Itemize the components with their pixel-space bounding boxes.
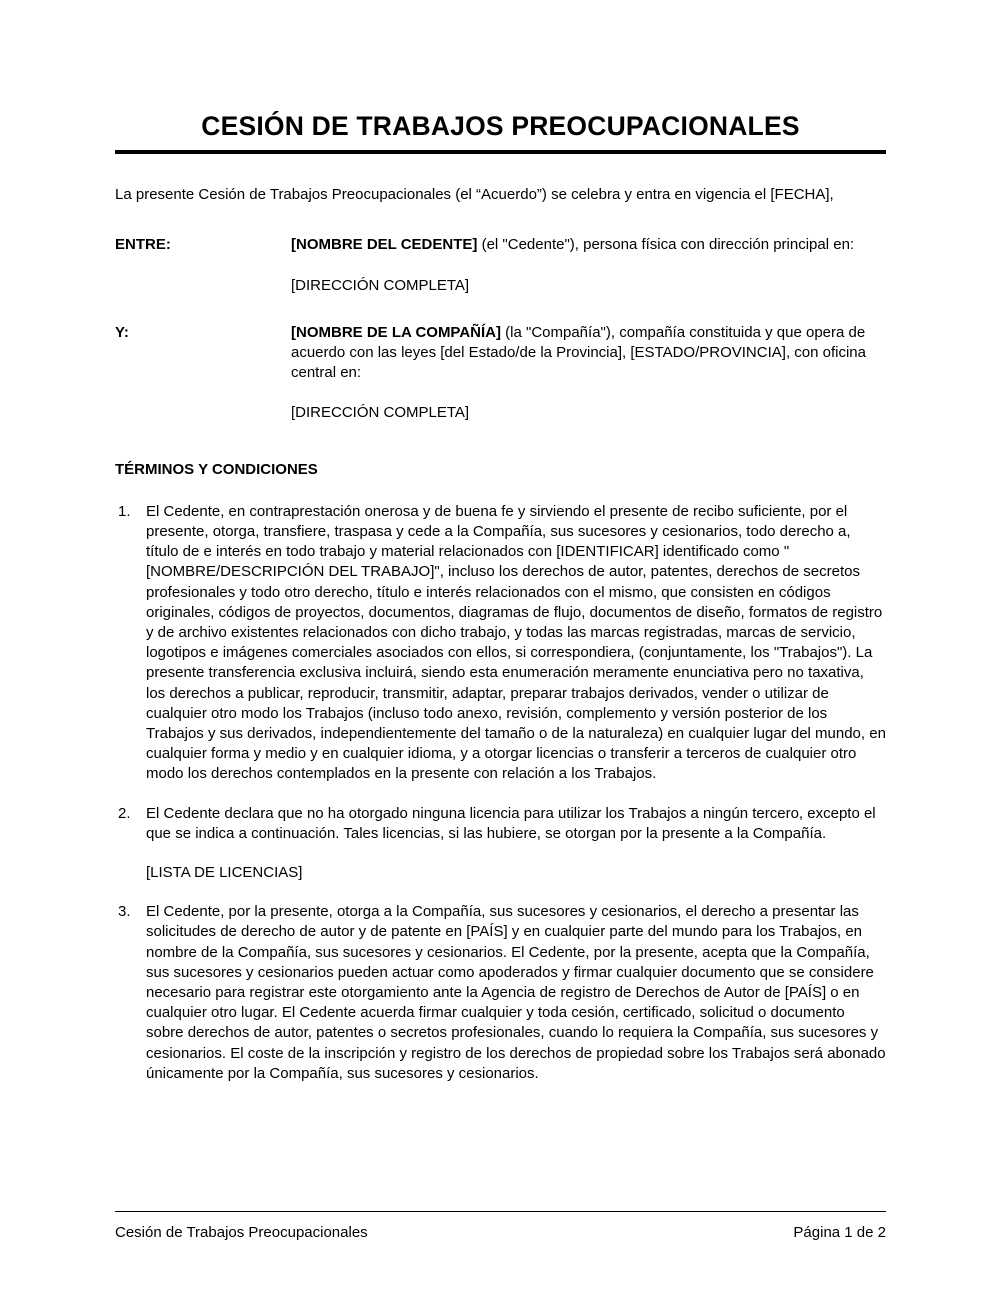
page-footer xyxy=(115,1211,886,1243)
clause-item xyxy=(115,902,886,1084)
clause-text: El Cedente, por la presente, otorga a la Compañía, sus sucesores y cesionarios, el derecho a presentar las solicitudes de derecho de autor y de patente en [PAÍS] y en cualquier parte del mundo para los Trabajos, en nombre de la Compañía, sus sucesores y cesionarios. El Cedente, por la presente, acepta que la Compañía, sus sucesores y cesionarios pueden actuar como apoderados y firmar cualquier documento que se considere necesario para registrar este otorgamiento ante la Agencia de registro de Derechos de Autor de [PAÍS] o en cualquier otro lugar. El Cedente acuerda firmar cualquier y toda cesión, certificado, solicitud o documento sobre derechos de autor, patentes o secretos profesionales, cuando lo requiera la Compañía, sus sucesores y cesionarios. El coste de la inscripción y registro de los derechos de propiedad sobre los Trabajos será abonado únicamente por la Compañía, sus sucesores y cesionarios. xyxy=(146,903,886,1082)
footer-row xyxy=(115,1223,886,1243)
clause-number: 1. xyxy=(118,502,131,520)
party-detail-assignor: (el "Cedente"), persona física con dirección principal en: xyxy=(477,236,855,254)
parties-block xyxy=(115,235,886,423)
party-body-assignor xyxy=(291,235,886,295)
footer-document-name: Cesión de Trabajos Preocupacionales xyxy=(115,1224,368,1241)
clause-item xyxy=(115,804,886,844)
clause-number: 3. xyxy=(118,903,131,921)
party-address-assignor: [DIRECCIÓN COMPLETA] xyxy=(291,276,470,294)
page-title: CESIÓN DE TRABAJOS PREOCUPACIONALES xyxy=(201,111,800,141)
party-row-company xyxy=(115,323,886,424)
footer-page-number: Página 1 de 2 xyxy=(793,1224,886,1241)
intro-paragraph: La presente Cesión de Trabajos Preocupacionales (el “Acuerdo”) se celebra y entra en vigencia el [FECHA], xyxy=(115,186,834,204)
clause-number: 2. xyxy=(118,804,131,822)
party-address-company: [DIRECCIÓN COMPLETA] xyxy=(291,404,470,422)
footer-divider xyxy=(115,1211,886,1212)
party-label-y: Y: xyxy=(115,323,129,341)
clause-sub-placeholder: [LISTA DE LICENCIAS] xyxy=(146,864,303,882)
party-detail-company: (la "Compañía"), compañía constituida y que opera de acuerdo con las leyes [del Estado/de la Provincia], [ESTADO/PROVINCIA], con oficina central en: xyxy=(291,323,866,382)
party-name-assignor: [NOMBRE DEL CEDENTE] xyxy=(291,236,478,254)
clause-text: El Cedente declara que no ha otorgado ninguna licencia para utilizar los Trabajos a ningún tercero, excepto el que se indica a continuación. Tales licencias, si las hubiere, se otorgan por la presente a la Compañía. xyxy=(146,804,876,842)
clause-item xyxy=(115,502,886,785)
party-label-entre: ENTRE: xyxy=(115,236,171,254)
document-body xyxy=(115,0,886,1084)
title-divider xyxy=(115,150,886,154)
section-heading-terms: TÉRMINOS Y CONDICIONES xyxy=(115,460,318,478)
party-body-company xyxy=(291,323,886,424)
clause-text: El Cedente, en contraprestación onerosa y de buena fe y sirviendo el presente de recibo suficiente, por el presente, otorga, transfiere, traspasa y cede a la Compañía, sus sucesores y cesionarios, todo derecho a, título de e interés en todo trabajo y material relacionados con [IDENTIFICAR] identificado como "[NOMBRE/DESCRIPCIÓN DEL TRABAJO]", incluso los derechos de autor, patentes, derechos de secretos profesionales y todo otro derecho, título e interés relacionados con el mismo, que consisten en códigos originales, códigos de proyectos, documentos, diagramas de flujo, documentos de diseño, formatos de registro y de archivo existentes relacionados con dicho trabajo, y todas las marcas registradas, marcas de servicio, logotipos e imágenes comerciales asociados con ellos, si correspondiera, (conjuntamente, los "Trabajos"). La presente transferencia exclusiva incluirá, siendo esta enumeración meramente enunciativa pero no taxativa, los derechos a publicar, reproducir, transmitir, adaptar, preparar trabajos derivados, vender o utilizar de cualquier otro modo los Trabajos (incluso todo anexo, revisión, complemento y versión posterior de los Trabajos y sus derivados, independientemente del tamaño o de la naturaleza) en cualquier lugar del mundo, en cualquier forma y medio y en cualquier idioma, y a otorgar licencias o transferir a terceros de cualquier otro modo los derechos contemplados en la presente con relación a los Trabajos. xyxy=(146,502,886,783)
party-row-assignor xyxy=(115,235,886,295)
clause-list xyxy=(115,502,886,1084)
party-description-assignor xyxy=(291,235,886,255)
party-description-company xyxy=(291,323,886,384)
party-name-company: [NOMBRE DE LA COMPAÑÍA] xyxy=(291,323,501,341)
